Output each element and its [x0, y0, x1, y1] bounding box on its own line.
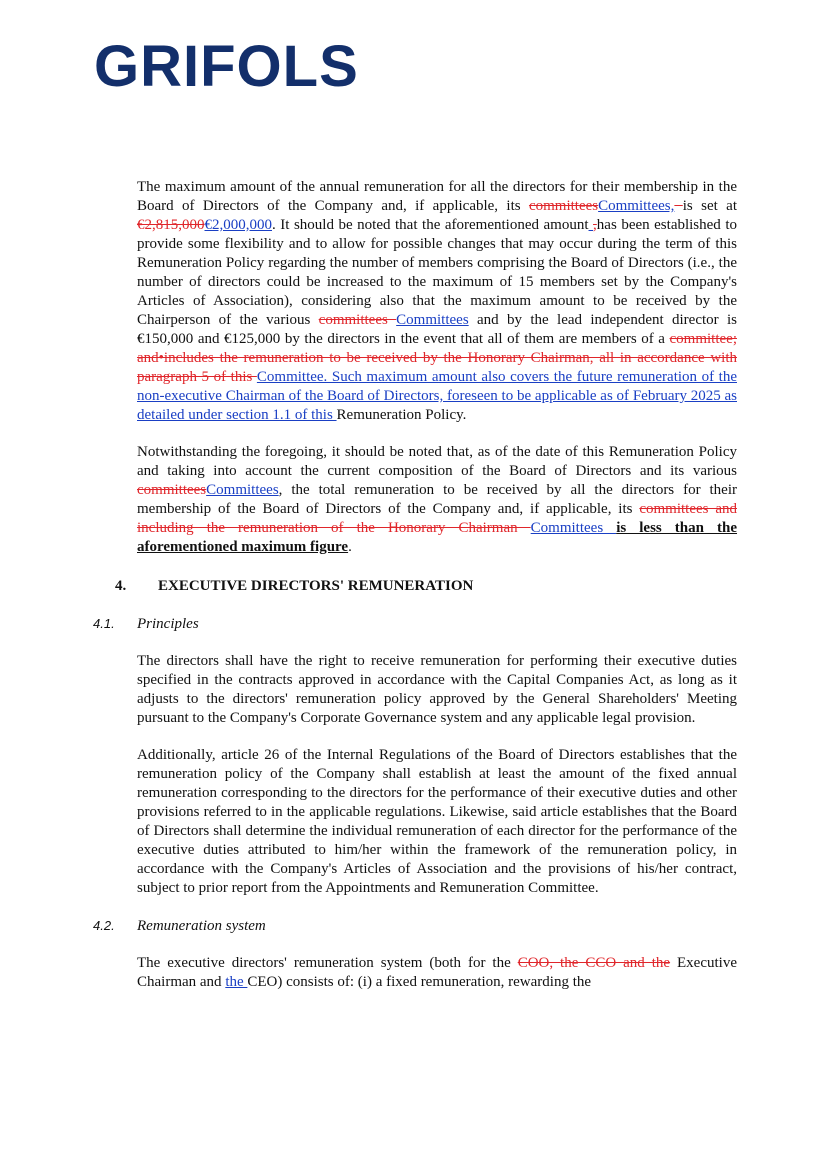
text-run: , the total remuneration to be received by all the directors for their membership of the Board of Directors of the Company and, if applicable, its — [137, 482, 737, 517]
inserted-text: Committees — [206, 482, 279, 498]
deleted-text: committees — [528, 198, 599, 214]
text-run: is set at — [682, 198, 737, 214]
inserted-text: €2,000,000 — [204, 217, 272, 233]
paragraph-article-26: Additionally, article 26 of the Internal Regulations of the Board of Directors establishes that the remuneration policy of the Company shall establish at least the amount of the fixed annual remuneration corresponding to the directors for the performance of their executive duties and other provisions referred to in the applicable regulations. Likewise, said article establishes that the Board of Directors shall determine the individual remuneration of each director for the performance of the executive duties attributed to him/her within the framework of the remuneration policy, in accordance with the Company's Articles of Association and the provisions of his/her contract, subject to prior report from the Appointments and Remuneration Committee. — [137, 747, 737, 896]
section-title: EXECUTIVE DIRECTORS' REMUNERATION — [158, 578, 474, 594]
text-run: and by the lead independent director is €150,000 and €125,000 by the directors in the event that all of them are members of a — [137, 312, 737, 347]
paragraph-max-remuneration — [137, 178, 737, 425]
deleted-text: COO, the CCO and the — [517, 955, 671, 971]
text-run: CEO) consists of: (i) a fixed remuneration, rewarding the — [247, 974, 592, 990]
inserted-text: Committees — [396, 312, 469, 328]
subsection-number: 4.2. — [93, 918, 115, 933]
text-run: Notwithstanding the foregoing, it should be noted that, as of the date of this Remuneration Policy and taking into account the current composition of the Board of Directors and its various — [137, 444, 737, 479]
inserted-text: Committee. Such maximum amount also covers the future remuneration of the non-executive Chairman of the Board of Directors, foreseen to be applicable as of February 2025 as detailed under section 1.1 of this — [137, 369, 737, 423]
grifols-logo: GRIFOLS — [94, 34, 359, 99]
inserted-text: Committees, — [598, 198, 675, 214]
deleted-text: committees and including the remuneration of the Honorary Chairman — [137, 501, 737, 536]
paragraph-remuneration-system — [137, 954, 737, 992]
document-body — [93, 178, 738, 992]
inserted-text: the — [225, 974, 248, 990]
section-number: 4. — [115, 578, 127, 594]
paragraph-principles: The directors shall have the right to receive remuneration for performing their executive duties specified in the contracts approved in accordance with the Capital Companies Act, as long as it adjusts to the directors' remuneration policy approved by the General Shareholders' Meeting pursuant to the Company's Corporate Governance system and any applicable legal provision. — [137, 653, 737, 726]
section-heading-4 — [115, 577, 737, 596]
subsection-heading-4-1 — [93, 614, 737, 634]
text-run: Remuneration Policy. — [336, 407, 467, 423]
deleted-text: committees — [137, 482, 207, 498]
text-run: The maximum amount of the annual remuneration for all the directors for their membership in the Board of Directors of the Company and, if applicable, its — [137, 179, 737, 214]
text-run: Executive Chairman and — [137, 955, 737, 990]
deleted-text — [674, 198, 682, 214]
deleted-text: committee; and•includes the remuneration to be received by the Honorary Chairman, all in accordance with paragraph 5 of this — [137, 331, 737, 385]
subsection-title: Remuneration system — [137, 918, 266, 934]
deleted-text: committees — [318, 312, 397, 328]
text-run: has been established to provide some flexibility and to allow for possible changes that may occur during the term of this Remuneration Policy regarding the number of members comprising the Board of Directors (i.e., the number of directors could be increased to the maximum of 15 members set by the Company's Articles of Association), considering also that the maximum amount to be received by the Chairperson of the various — [137, 217, 737, 328]
subsection-number: 4.1. — [93, 616, 115, 631]
text-run: . It should be noted that the aforementioned amount — [272, 217, 589, 233]
subsection-heading-4-2 — [93, 916, 737, 936]
deleted-text: €2,815,000 — [137, 217, 205, 233]
inserted-text: Committees — [530, 520, 617, 536]
paragraph-notwithstanding — [137, 443, 737, 557]
subsection-title: Principles — [137, 616, 199, 632]
text-run: . — [348, 539, 352, 555]
bold-underlined-text: is less than the aforementioned maximum figure — [137, 520, 738, 555]
text-run: The executive directors' remuneration system (both for the — [137, 955, 518, 971]
deleted-text: , — [593, 217, 597, 233]
